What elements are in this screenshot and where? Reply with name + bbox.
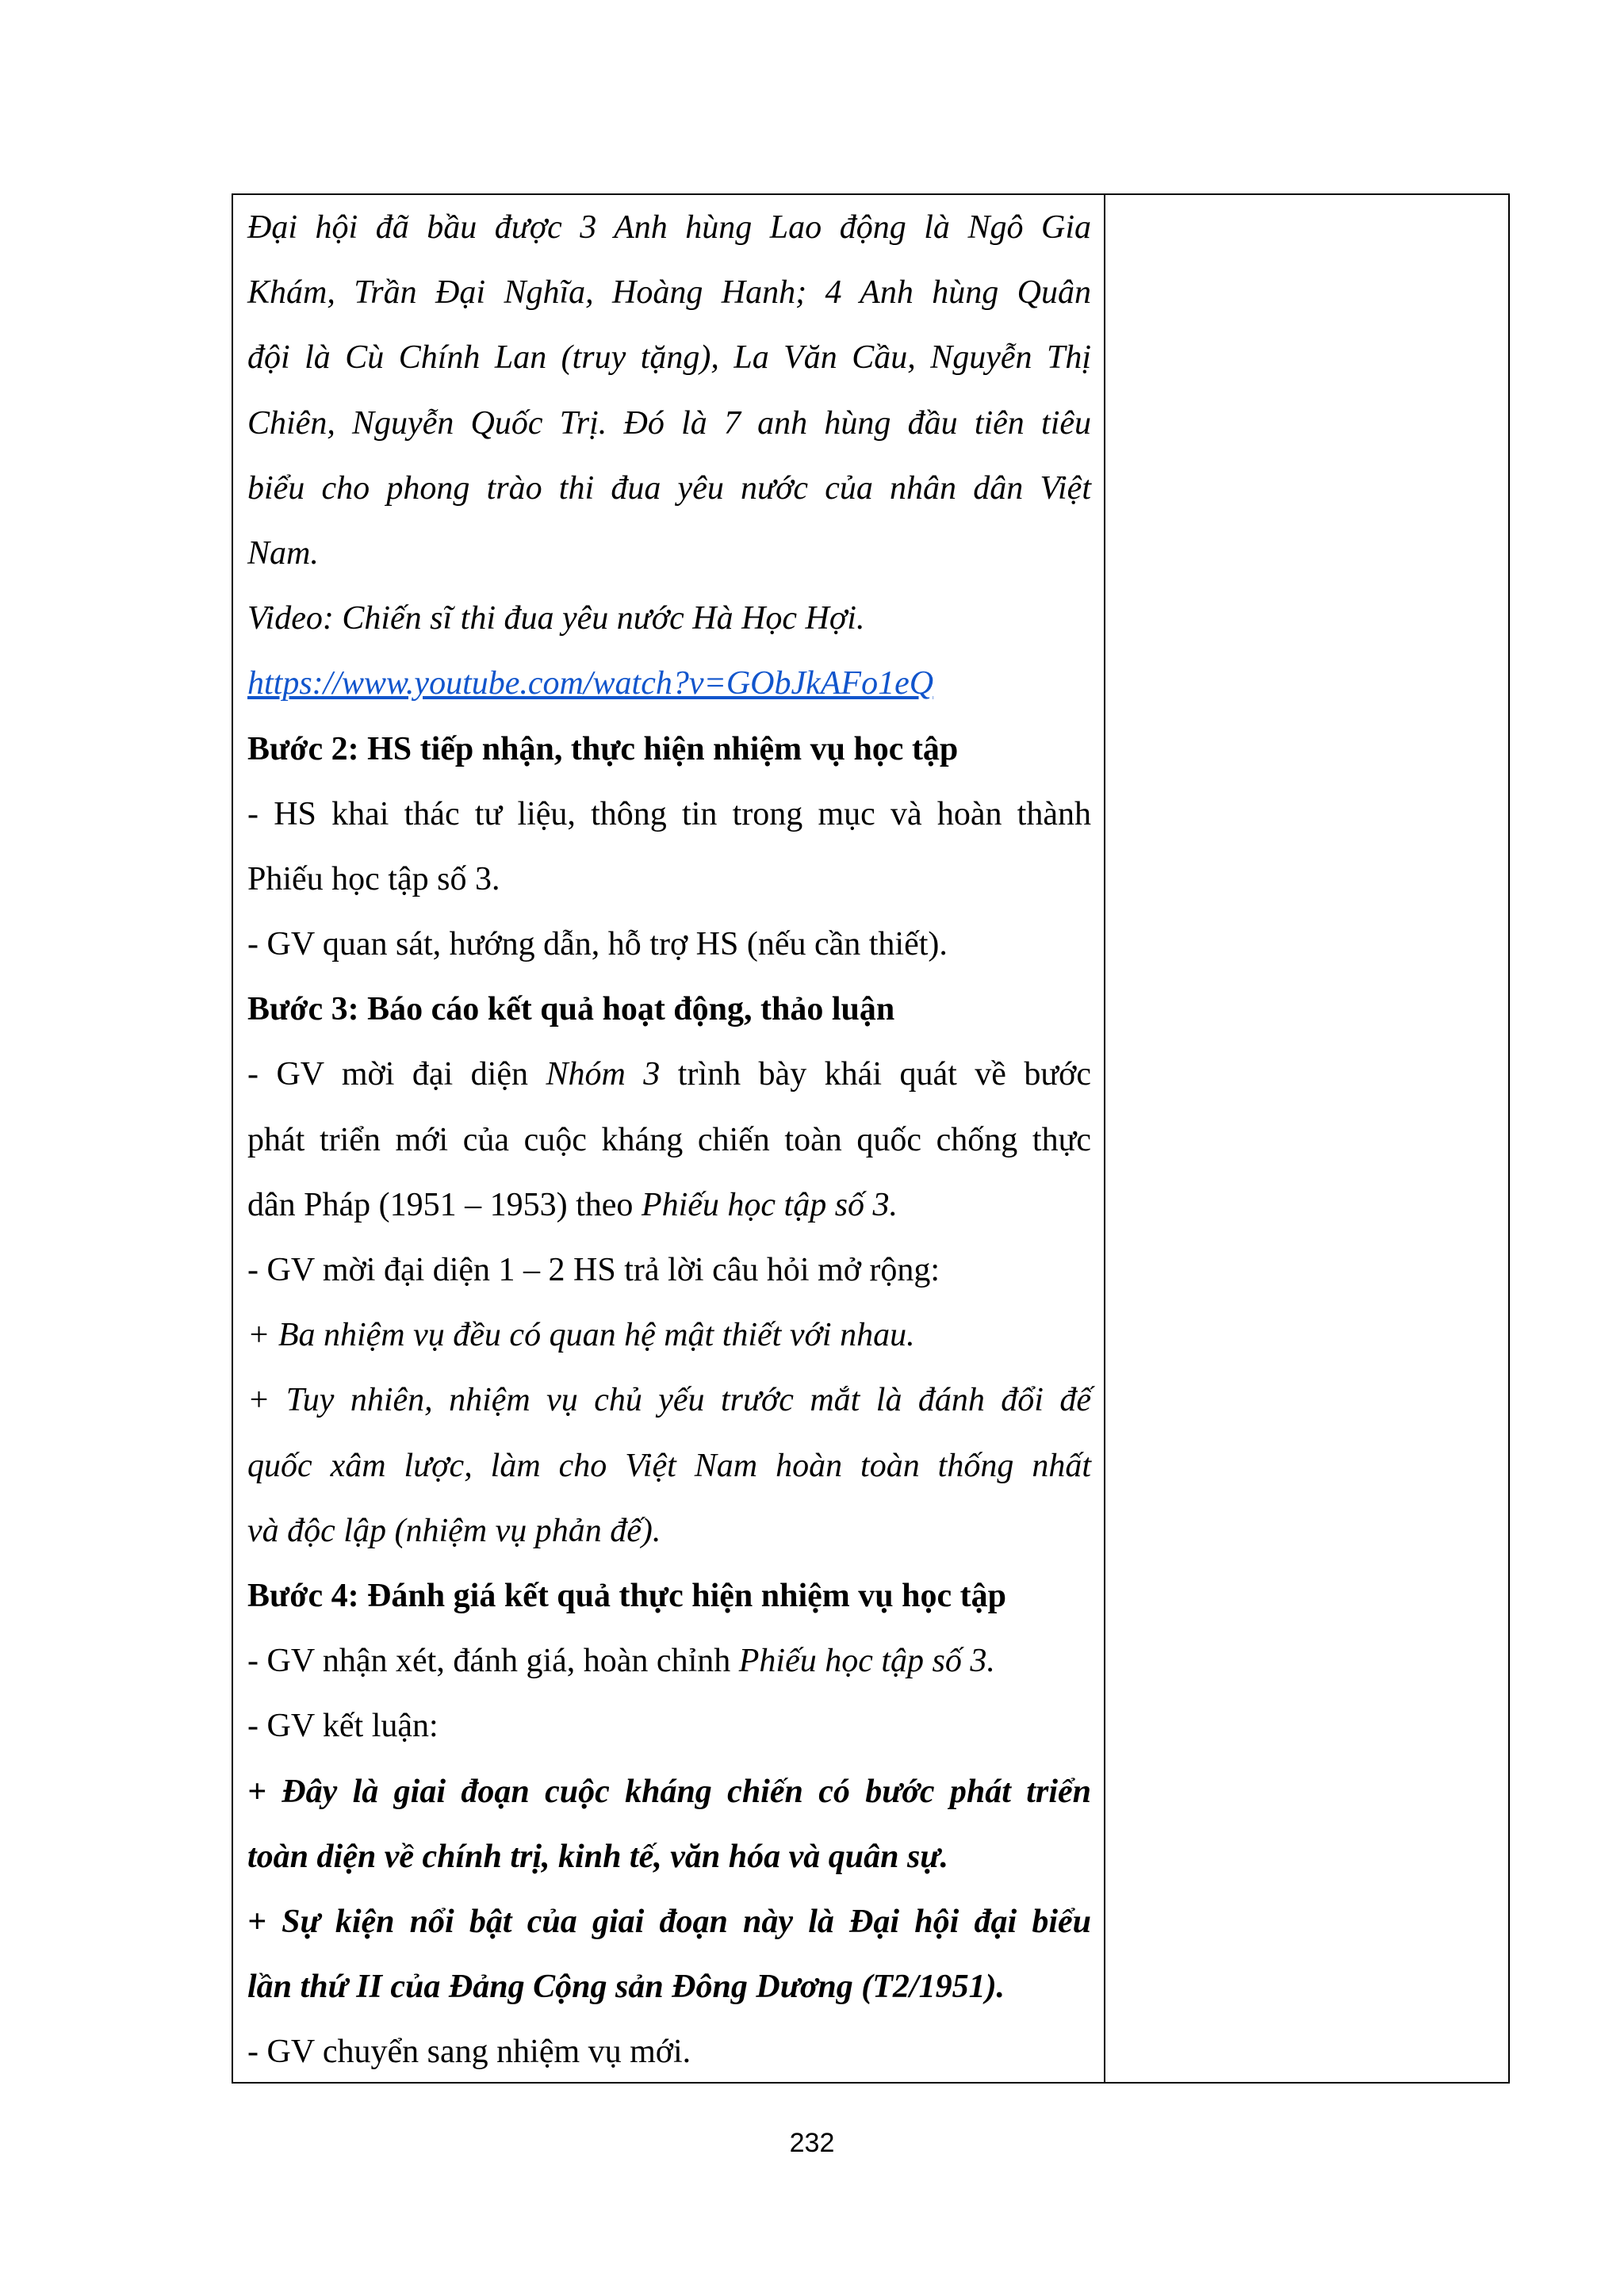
text-line: - GV mời đại diện 1 – 2 HS trả lời câu hỏi mở rộng: bbox=[247, 1252, 940, 1288]
notes-cell bbox=[1105, 195, 1508, 2082]
video-link-text[interactable]: https://www.youtube.com/watch?v=GObJkAFo1eQ bbox=[247, 665, 934, 702]
text-line: Khám, Trần Đại Nghĩa, Hoàng Hanh; 4 Anh hùng Quân bbox=[247, 274, 1091, 312]
step-heading: Bước 4: Đánh giá kết quả thực hiện nhiệm vụ học tập bbox=[247, 1577, 1006, 1614]
text-line: quốc xâm lược, làm cho Việt Nam hoàn toàn thống nhất bbox=[247, 1447, 1091, 1484]
text-line: đội là Cù Chính Lan (truy tặng), La Văn Cầu, Nguyễn Thị bbox=[247, 339, 1091, 377]
text-line: - GV kết luận: bbox=[247, 1708, 439, 1745]
text-line: - HS khai thác tư liệu, thông tin trong mục và hoàn thành bbox=[247, 795, 1091, 832]
lesson-table bbox=[232, 193, 1510, 2084]
text-line: + Sự kiện nổi bật của giai đoạn này là Đại hội đại biểu bbox=[247, 1903, 1091, 1940]
video-link[interactable] bbox=[247, 651, 1091, 716]
activity-cell bbox=[247, 195, 1091, 2084]
text-line: Nam. bbox=[247, 534, 319, 572]
text-line: lần thứ II của Đảng Cộng sản Đông Dương (T2/1951). bbox=[247, 1969, 1005, 2006]
step-heading: Bước 2: HS tiếp nhận, thực hiện nhiệm vụ học tập bbox=[247, 730, 959, 767]
text-line: + Ba nhiệm vụ đều có quan hệ mật thiết với nhau. bbox=[247, 1317, 915, 1354]
page-number: 232 bbox=[789, 2128, 835, 2158]
text-line: + Tuy nhiên, nhiệm vụ chủ yếu trước mắt là đánh đổi đế bbox=[247, 1382, 1091, 1419]
text-line: - GV chuyển sang nhiệm vụ mới. bbox=[247, 2034, 691, 2071]
step-heading: Bước 3: Báo cáo kết quả hoạt động, thảo luận bbox=[247, 991, 895, 1028]
text-line: + Đây là giai đoạn cuộc kháng chiến có bước phát triển bbox=[247, 1773, 1091, 1810]
text-line: biểu cho phong trào thi đua yêu nước của nhân dân Việt bbox=[247, 469, 1091, 507]
text-line: Chiên, Nguyễn Quốc Trị. Đó là 7 anh hùng đầu tiên tiêu bbox=[247, 404, 1091, 442]
text-line: và độc lập (nhiệm vụ phản đế). bbox=[247, 1512, 661, 1549]
text-line: toàn diện về chính trị, kinh tế, văn hóa và quân sự. bbox=[247, 1838, 948, 1875]
text-line: - GV nhận xét, đánh giá, hoàn chỉnh Phiếu học tập số 3. bbox=[247, 1643, 995, 1680]
text-line: Phiếu học tập số 3. bbox=[247, 860, 500, 897]
text-line: Đại hội đã bầu được 3 Anh hùng Lao động là Ngô Gia bbox=[247, 209, 1091, 246]
text-line: dân Pháp (1951 – 1953) theo Phiếu học tập số 3. bbox=[247, 1186, 898, 1223]
text-line: - GV mời đại diện Nhóm 3 trình bày khái quát về bước bbox=[247, 1056, 1091, 1093]
text-line: phát triển mới của cuộc kháng chiến toàn quốc chống thực bbox=[247, 1121, 1091, 1158]
text-line: - GV quan sát, hướng dẫn, hỗ trợ HS (nếu cần thiết). bbox=[247, 926, 948, 963]
text-line: Video: Chiến sĩ thi đua yêu nước Hà Học Hợi. bbox=[247, 600, 865, 637]
